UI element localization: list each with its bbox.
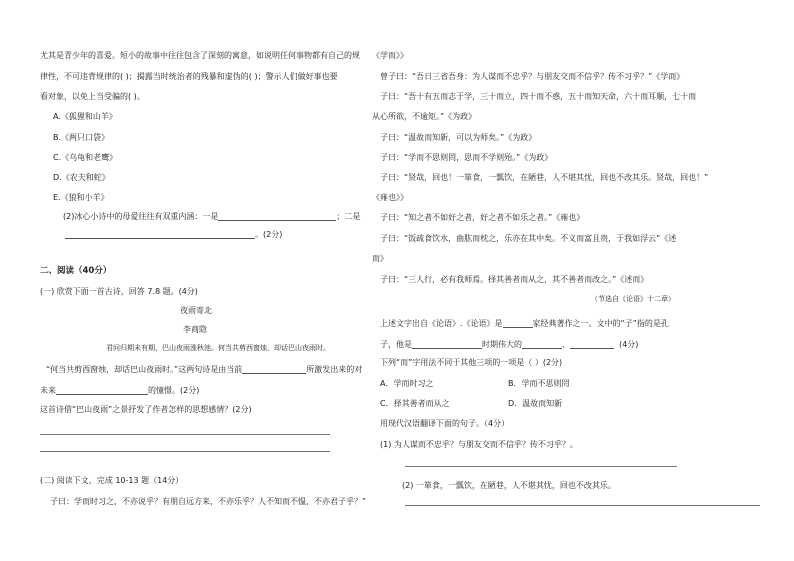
question-2-score: 。(2分) [255,230,283,239]
answer-line[interactable] [40,434,330,435]
question-10-score: (4分) [619,340,639,349]
question-8: 这首诗借“巴山夜雨”之景抒发了作者怎样的思想感情？(2分) [40,405,252,414]
text-line: 子曰：“三人行，必有我师焉。择其善者而从之，其不善者而改之。”《述而》 [380,275,649,284]
question-12-part-2: (2) 一箪食，一瓢饮，在陋巷，人不堪其忧，回也不改其乐。 [402,481,616,490]
text-line: 子曰：“知之者不如好之者，好之者不如乐之者。”《雍也》 [380,213,585,222]
poem-title: 夜雨寄北 [180,306,212,315]
option-e: E.《狼和小羊》 [53,193,109,202]
question-7-line-2 [40,385,199,395]
text-line: 子曰：“饭疏食饮水，曲肱而枕之，乐亦在其中矣。不义而富且贵，于我如浮云”《述 [380,234,677,243]
answer-line[interactable] [40,451,330,452]
text-line: 《学而》》 [372,51,408,60]
question-10-line-1 [380,318,669,328]
text-line: 从心所欲，不逾矩。”《为政》 [372,112,477,121]
question-10-text-d: 时期伟大的 [482,340,522,349]
answer-blank[interactable] [522,339,562,349]
option-a: A.《狐狸和山羊》 [53,112,117,121]
question-2-line-2 [65,229,282,239]
question-10-text-e: 、 [562,340,570,349]
question-11-option-a: A．学而时习之 [380,379,434,388]
question-7-line-1 [46,364,362,374]
question-2-text-a: (2)冰心小诗中的母爱往往有双重内涵：一是 [63,212,219,221]
question-10-text-a: 上述文字出自《论语》.《论语》是 [380,319,503,328]
text-line: 子曰：“学而不思则罔，思而不学则殆。”《为政》 [380,153,553,162]
question-11-option-c: C．择其善者而从之 [380,399,450,408]
option-d: D.《农夫和蛇》 [53,173,110,182]
question-10-text-c: 子，他是 [380,340,412,349]
intro-line-3: 看对象，以免上当受骗的( )。 [40,92,145,101]
question-12-part-1: (1) 为人谋而不忠乎？与朋友交而不信乎？传不习乎？。 [380,440,578,449]
option-c: C.《乌龟和老鹰》 [53,153,118,162]
part-2-header: (二) 阅读下文，完成 10-13 题（14分） [40,476,184,485]
source-note: （节选自《论语》十二章） [591,295,675,303]
text-line: 而》 [372,254,388,263]
part-1-header: (一) 欣赏下面一首古诗，回答 7.8 题。(4分) [40,287,198,296]
intro-line-1: 尤其是青少年的喜爱。短小的故事中往往包含了深刻的寓意，如说明任何事物都有自己的规 [40,51,360,60]
answer-line[interactable] [405,466,677,467]
option-b: B.《两只口袋》 [53,133,110,142]
question-11: 下列“而”字用法不同于其他三项的一项是（ ）(2分) [380,358,563,367]
answer-blank[interactable] [503,318,533,328]
question-7-text-d: 的憧憬。(2分) [148,386,200,395]
text-line: 曾子曰：“吾日三省吾身：为人谋而不忠乎？与朋友交而不信乎？传不习乎？”《学而》 [380,72,685,81]
section-2-title: 二、阅读（40分） [40,266,112,276]
question-11-option-b: B．学而不思则罔 [508,379,570,388]
question-2-text-b: ；二是 [336,212,361,221]
answer-blank[interactable] [570,339,614,349]
text-line: 《雍也》》 [372,193,408,202]
poem-author: 李商隐 [183,325,207,334]
question-7-text-c: 未来 [40,386,56,395]
answer-blank[interactable] [412,339,482,349]
question-10-text-b: 家经典著作之一。文中的“子”指的是孔 [532,319,669,328]
answer-blank[interactable] [218,211,336,221]
part-2-text: 子曰：学而时习之，不亦说乎？有朋自远方来，不亦乐乎？人不知而不愠，不亦君子乎？” [50,497,367,506]
intro-line-2: 律性，不可违背规律的( )；揭露当时统治者的残暴和虚伪的( )；警示人们做好事也要 [40,72,338,81]
question-12: 用现代汉语翻译下面的句子。（4分） [380,419,510,428]
question-11-option-d: D．温故而知新 [508,399,563,408]
text-line: 子曰：“贤哉，回也！一箪食，一瓢饮，在陋巷，人不堪其忧，回也不改其乐。贤哉，回也！” [380,173,709,182]
question-7-text-a: “何当共剪西窗烛，却话巴山夜雨时。”这两句诗是由当前 [46,365,243,374]
question-10-line-2 [380,339,638,349]
question-7-text-b: 所激发出来的对 [306,365,363,374]
poem-text: 君问归期未有期，巴山夜雨涨秋池。何当共剪西窗烛，却话巴山夜雨时。 [106,344,330,352]
answer-blank[interactable] [65,229,255,239]
answer-blank[interactable] [242,364,306,374]
text-line: 子曰：“温故而知新，可以为师矣。”《为政》 [380,133,537,142]
text-line: 子曰：“吾十有五而志于学，三十而立，四十而不惑，五十而知天命，六十而耳顺，七十而 [380,92,697,101]
answer-line[interactable] [405,505,760,506]
question-2-line-1 [63,211,360,221]
answer-blank[interactable] [56,385,148,395]
